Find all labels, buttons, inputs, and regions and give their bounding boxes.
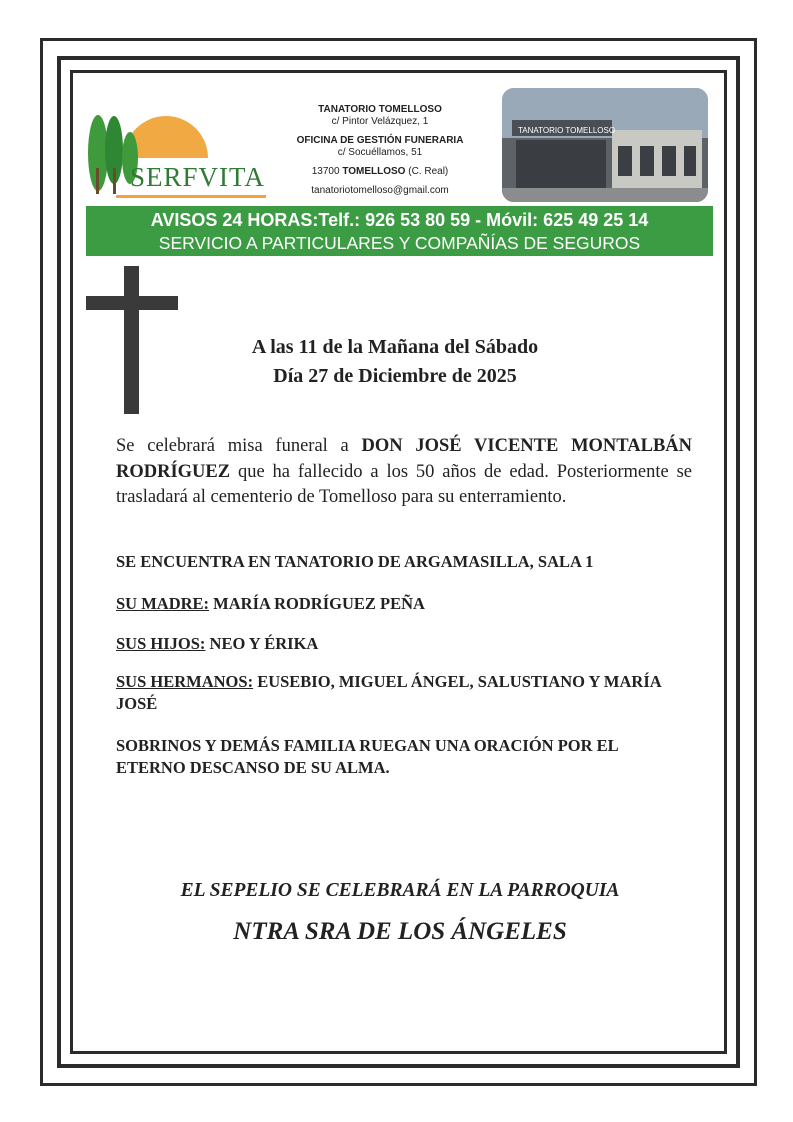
office-address: c/ Socuéllamos, 51: [337, 147, 423, 158]
email: tanatoriotomelloso@gmail.com: [311, 185, 449, 196]
office-name: OFICINA DE GESTIÓN FUNERARIA: [296, 135, 464, 146]
province: (C. Real): [408, 166, 449, 177]
mother-name: MARÍA RODRÍGUEZ PEÑA: [213, 594, 425, 613]
cross-icon-bar: [86, 296, 178, 310]
brand-name: SERFVITA: [130, 162, 265, 192]
siblings-label: SUS HERMANOS: [116, 672, 248, 691]
burial-intro: EL SEPELIO SE CELEBRARÁ EN LA PARROQUIA: [180, 880, 620, 901]
contact-banner: [86, 206, 713, 256]
photo-sign: TANATORIO TOMELLOSO: [518, 126, 616, 135]
company-address: c/ Pintor Velázquez, 1: [331, 116, 429, 127]
company-name: TANATORIO TOMELLOSO: [318, 104, 442, 115]
location-line: SE ENCUENTRA EN TANATORIO DE ARGAMASILLA, SALA 1: [116, 552, 594, 571]
parish-name: NTRA SRA DE LOS ÁNGELES: [233, 918, 567, 945]
siblings-line: SUS HERMANOS: EUSEBIO, MIGUEL ÁNGEL, SALUSTIANO Y MARÍA JOSÉ: [116, 672, 661, 713]
notice-paragraph: [116, 434, 692, 511]
brand-underline: [116, 195, 266, 198]
mother-label: SU MADRE: [116, 594, 204, 613]
contact-info: [280, 104, 480, 204]
banner-phones: AVISOS 24 HORAS:Telf.: 926 53 80 59 - Móvil: 625 49 25 14: [150, 210, 649, 230]
notice-intro: Se celebrará misa funeral a: [116, 436, 349, 456]
closing-prayer: SOBRINOS Y DEMÁS FAMILIA RUEGAN UNA ORACIÓN POR EL ETERNO DESCANSO DE SU ALMA.: [116, 736, 618, 777]
children-names: NEO Y ÉRIKA: [209, 634, 319, 653]
city-line: [280, 166, 480, 178]
ceremony-date: Día 27 de Diciembre de 2025: [273, 365, 517, 387]
mother-line: SU MADRE: MARÍA RODRÍGUEZ PEÑA: [116, 594, 425, 613]
cross-icon: [124, 266, 139, 414]
children-line: [116, 633, 696, 655]
deceased-name: DON JOSÉ VICENTE MONTALBÁN RODRÍGUEZ: [116, 436, 693, 482]
children-label: SUS HIJOS:: [116, 634, 206, 653]
postal-code: 13700: [311, 166, 340, 177]
building-photo: [502, 88, 708, 202]
ceremony-time: A las 11 de la Mañana del Sábado: [251, 336, 539, 358]
banner-services: SERVICIO A PARTICULARES Y COMPAÑÍAS DE SEGUROS: [158, 233, 641, 253]
city: TOMELLOSO: [342, 166, 406, 177]
siblings-names: EUSEBIO, MIGUEL ÁNGEL, SALUSTIANO Y MARÍA JOSÉ: [116, 672, 661, 713]
notice-rest: que ha fallecido a los 50 años de edad. Posteriormente se trasladará al cementerio de Tomelloso para su enterramiento.: [116, 461, 692, 507]
